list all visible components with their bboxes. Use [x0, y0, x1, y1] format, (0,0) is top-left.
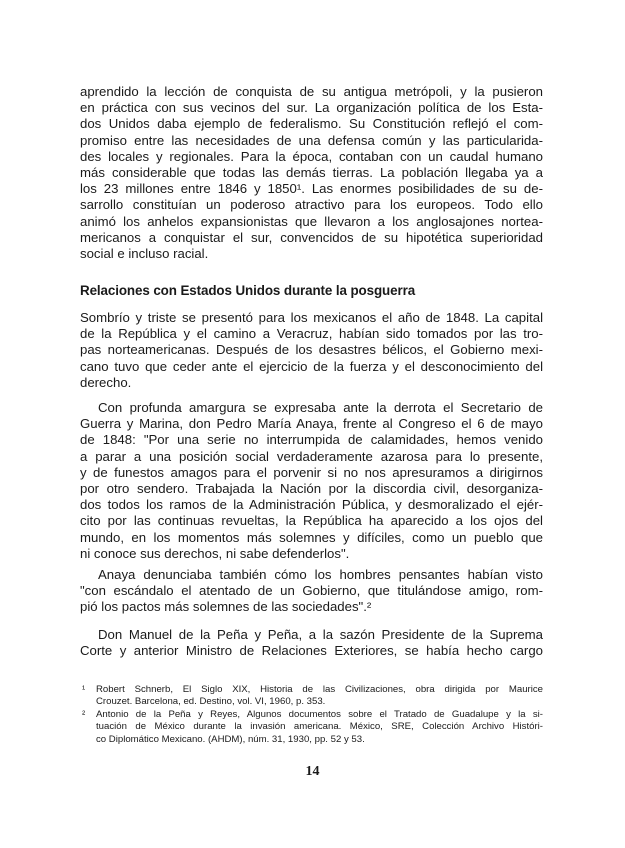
footnote-1 [80, 684, 543, 709]
footnote-line: Antonio de la Peña y Reyes, Algunos documentos sobre el Tratado de Guadalupe y la si- [96, 708, 543, 720]
text-line: Sombrío y triste se presentó para los mexicanos el año de 1848. La capital [80, 310, 543, 325]
text-line: derecho. [80, 374, 132, 390]
text-line: Con profunda amargura se expresaba ante la derrota el Secretario de [98, 400, 543, 415]
text-line: dos todos los ramos de la Administración Pública, y desmoralizado el ejér- [80, 497, 543, 513]
text-line: ni conoce sus derechos, ni sabe defenderlos". [80, 545, 350, 561]
text-line: de la República y el camino a Veracruz, habían sido tomados por las tro- [80, 326, 543, 342]
text-line: más considerable que todas las demás tierras. La población llegaba ya a [80, 164, 543, 180]
text-line: de 1848: "Por una serie no interrumpida de calamidades, hemos venido [80, 432, 543, 448]
text-line: "con escándalo el atentado de un Gobierno, que titulándose amigo, rom- [80, 583, 543, 599]
text-line: dos Unidos daba ejemplo de federalismo. Su Constitución reflejó el com- [80, 116, 543, 132]
paragraph-4 [80, 627, 543, 659]
text-line: por otro sendero. Trabajada la Nación por la discordia civil, desorganiza- [80, 480, 543, 496]
footnote-2 [80, 709, 543, 746]
text-line: Corte y anterior Ministro de Relaciones Exteriores, se había hecho cargo [80, 643, 543, 659]
text-line: cito por las continuas revueltas, la República ha aparecido a los ojos del [80, 513, 543, 529]
text-line: los 23 millones entre 1846 y 1850¹. Las enormes posibilidades de su de- [80, 181, 543, 197]
text-line: cano tuvo que ceder ante el ejercicio de la fuerza y el desconocimiento del [80, 358, 543, 374]
paragraph-2 [80, 400, 543, 562]
text-line: en práctica con sus vecinos del sur. La organización política de los Esta- [80, 100, 543, 116]
footnote-mark: ² [82, 708, 86, 720]
text-line: des locales y regionales. Para la época, contaban con un caudal humano [80, 148, 543, 164]
text-line: mericanos a conquistar el sur, convencidos de su hipotética superioridad [80, 229, 543, 245]
footnote-line: co Diplomático Mexicano. (AHDM), núm. 31, 1930, pp. 52 y 53. [96, 733, 365, 745]
text-line: promiso entre las necesidades de una defensa común y las particularida- [80, 132, 543, 148]
text-line: pas norteamericanas. Después de los desastres bélicos, el Gobierno mexi- [80, 342, 543, 358]
text-line: Guerra y Marina, don Pedro María Anaya, frente al Congreso el 6 de mayo [80, 416, 543, 432]
paragraph-1 [80, 310, 543, 391]
text-line: aprendido la lección de conquista de su antigua metrópoli, y la pusieron [80, 84, 543, 99]
text-line: sarrollo constituían un poderoso atractivo para los europeos. Todo ello [80, 197, 543, 213]
footnote-mark: ¹ [82, 684, 86, 695]
paragraph-3 [80, 567, 543, 616]
footnote-line: Crouzet. Barcelona, ed. Destino, vol. VI, 1960, p. 353. [96, 696, 326, 708]
text-line: mundo, en los momentos más solemnes y difíciles, como un pueblo que [80, 529, 543, 545]
text-line: animó los anhelos expansionistas que llevaron a los anglosajones nortea- [80, 213, 543, 229]
footnote-line: tuación de México durante la invasión americana. México, SRE, Colección Archivo Históri- [96, 721, 543, 733]
footnotes [80, 684, 543, 746]
text-line: y de funestos amagos para el porvenir si no nos apresuramos a dirigirnos [80, 464, 543, 480]
text-line: pió los pactos más solemnes de las sociedades".² [80, 599, 372, 615]
text-line: Don Manuel de la Peña y Peña, a la sazón Presidente de la Suprema [98, 627, 543, 642]
intro-paragraph [80, 84, 543, 262]
text-line: Anaya denunciaba también cómo los hombres pensantes habían visto [98, 567, 543, 582]
section-heading: Relaciones con Estados Unidos durante la posguerra [80, 283, 416, 298]
text-line: social e incluso racial. [80, 245, 209, 261]
footnote-line: Robert Schnerb, El Siglo XIX, Historia de las Civilizaciones, obra dirigida por Maurice [96, 684, 543, 695]
text-line: a parar a una posición social verdaderamente azarosa para lo presente, [80, 448, 543, 464]
page-number: 14 [305, 764, 320, 779]
